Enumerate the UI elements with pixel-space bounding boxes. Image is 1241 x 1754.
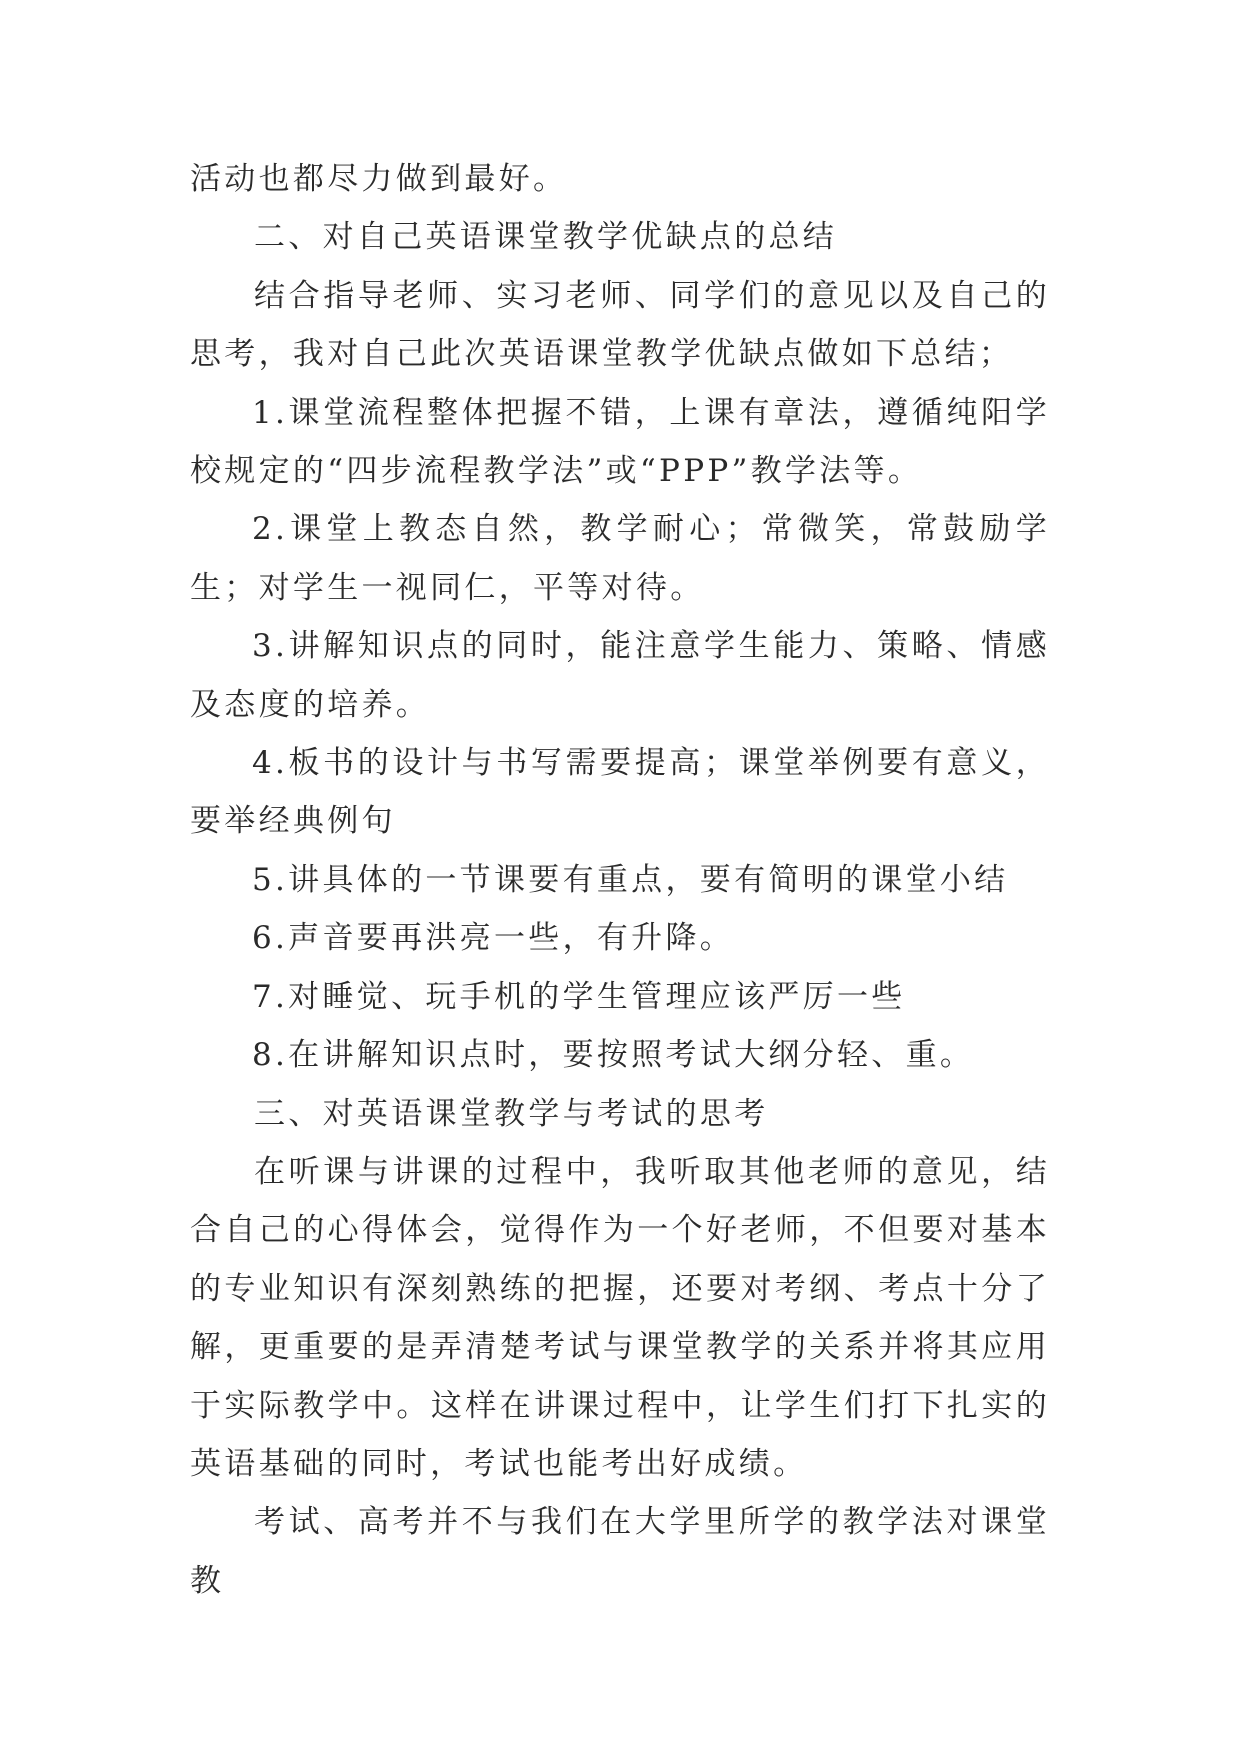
paragraph-exam: 考试、高考并不与我们在大学里所学的教学法对课堂教	[190, 1504, 1050, 1599]
list-item-8: 8.在讲解知识点时，要按照考试大纲分轻、重。	[252, 1037, 975, 1074]
list-item-2: 2.课堂上教态自然，教学耐心；常微笑，常鼓励学生；对学生一视同仁，平等对待。	[190, 511, 1050, 606]
paragraph-continuation: 活动也都尽力做到最好。	[190, 161, 568, 197]
list-item-6: 6.声音要再洪亮一些，有升降。	[252, 920, 735, 957]
list-item-3: 3.讲解知识点的同时，能注意学生能力、策略、情感及态度的培养。	[190, 628, 1050, 723]
section-heading-three: 三、对英语课堂教学与考试的思考	[254, 1095, 769, 1132]
list-item-7: 7.对睡觉、玩手机的学生管理应该严厉一些	[252, 978, 906, 1015]
list-item-1: 1.课堂流程整体把握不错，上课有章法，遵循纯阳学校规定的“四步流程教学法”或“PPP”教学法等。	[190, 394, 1050, 490]
list-item-5: 5.讲具体的一节课要有重点，要有简明的课堂小结	[252, 861, 1009, 898]
document-body	[190, 150, 1050, 1610]
paragraph-reflection: 在听课与讲课的过程中，我听取其他老师的意见，结合自己的心得体会，觉得作为一个好老师，不但要对基本的专业知识有深刻熟练的把握，还要对考纲、考点十分了解，更重要的是弄清楚考试与课堂教学的关系并将其应用于实际教学中。这样在讲课过程中，让学生们打下扎实的英语基础的同时，考试也能考出好成绩。	[190, 1153, 1050, 1482]
list-item-4: 4.板书的设计与书写需要提高；课堂举例要有意义，要举经典例句	[190, 745, 1050, 840]
paragraph-summary-intro: 结合指导老师、实习老师、同学们的意见以及自己的思考，我对自己此次英语课堂教学优缺点做如下总结；	[190, 277, 1050, 373]
section-heading-two: 二、对自己英语课堂教学优缺点的总结	[254, 219, 838, 256]
